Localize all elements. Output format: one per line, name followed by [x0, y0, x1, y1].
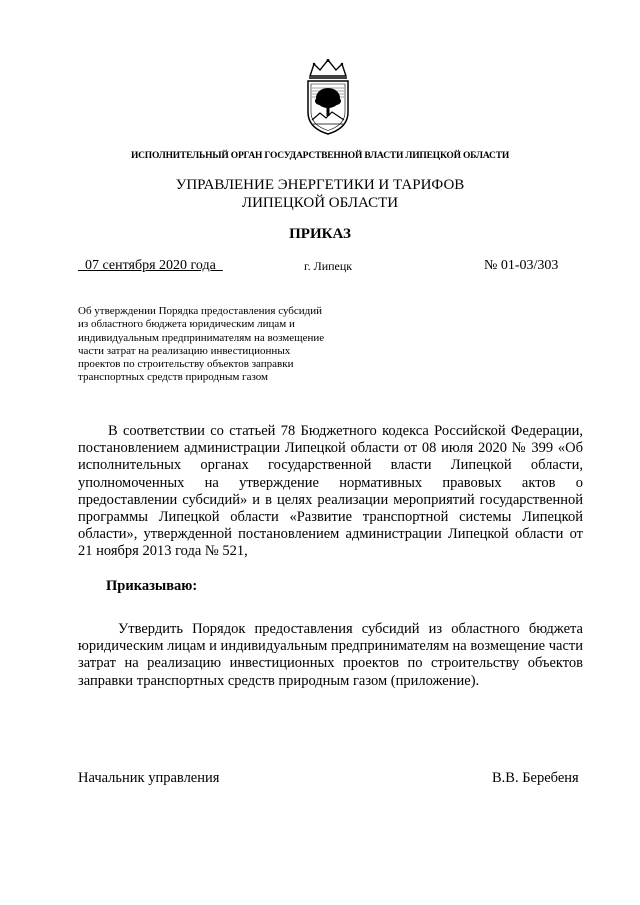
order-clause: Утвердить Порядок предоставления субсидий из областного бюджета юридическим лицам и индивидуальным предпринимателям на возмещение части затрат на реализацию инвестиционных проектов по строительству объектов заправки транспортных средств природным газом (приложение). — [78, 621, 583, 689]
subject-line: индивидуальным предпринимателям на возмещение — [78, 331, 325, 344]
issuing-authority: ИСПОЛНИТЕЛЬНЫЙ ОРГАН ГОСУДАРСТВЕННОЙ ВЛАСТИ ЛИПЕЦКОЙ ОБЛАСТИ — [130, 151, 510, 161]
document-type: ПРИКАЗ — [289, 226, 351, 242]
subject-line: части затрат на реализацию инвестиционных — [78, 344, 291, 357]
department-name — [0, 176, 640, 212]
subject-line: Об утверждении Порядка предоставления субсидий — [78, 305, 323, 317]
lipetsk-coat-of-arms-icon — [296, 58, 360, 136]
signatory-name: В.В. Беребеня — [492, 770, 579, 786]
document-subject — [78, 305, 378, 385]
document-number: № 01-03/303 — [484, 258, 559, 273]
order-word: Приказываю: — [106, 578, 198, 594]
subject-line: из областного бюджета юридическим лицам и — [78, 318, 295, 331]
preamble-paragraph: В соответствии со статьей 78 Бюджетного кодекса Российской Федерации, постановлением администрации Липецкой области от 08 июля 2020 № 399 «Об исполнительных органах государственной власти Липецкой области, уполномоченных на утверждение нормативных правовых актов о предоставлении субсидий» и в целях реализации мероприятий государственной программы Липецкой области «Развитие транспортной системы Липецкой области», утвержденной постановлением администрации Липецкой области от 21 ноября 2013 года № 521, — [78, 423, 583, 560]
department-line-2: ЛИПЕЦКОЙ ОБЛАСТИ — [241, 195, 399, 211]
subject-line: проектов по строительству объектов заправки — [78, 358, 294, 371]
subject-line: транспортных средств природным газом — [78, 371, 268, 384]
department-line-1: УПРАВЛЕНИЕ ЭНЕРГЕТИКИ И ТАРИФОВ — [175, 177, 465, 193]
document-city: г. Липецк — [304, 259, 353, 273]
signatory-position: Начальник управления — [78, 770, 220, 786]
document-date: 07 сентября 2020 года — [78, 258, 223, 273]
